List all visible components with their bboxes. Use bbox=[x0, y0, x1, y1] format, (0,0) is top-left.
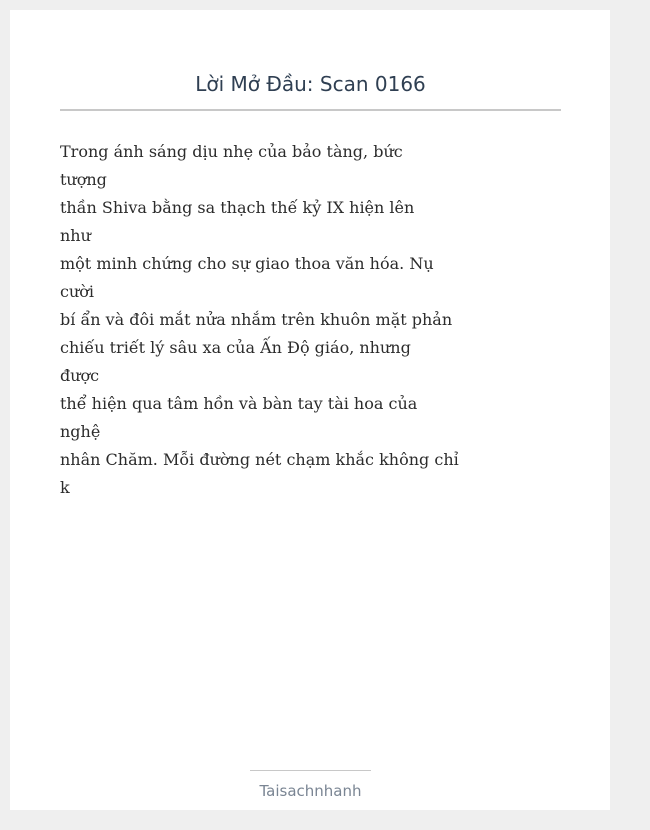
text-line: tượng bbox=[60, 170, 107, 189]
footer-divider bbox=[250, 770, 371, 771]
document-page bbox=[10, 10, 610, 810]
text-line: như bbox=[60, 226, 91, 245]
text-line: nhân Chăm. Mỗi đường nét chạm khắc không chỉ bbox=[60, 450, 459, 469]
text-line: k bbox=[60, 478, 70, 497]
text-line: cười bbox=[60, 282, 95, 301]
text-line: thể hiện qua tâm hồn và bàn tay tài hoa của bbox=[60, 394, 418, 413]
text-line: nghệ bbox=[60, 422, 101, 441]
body-text bbox=[60, 138, 459, 502]
text-line: một minh chứng cho sự giao thoa văn hóa. Nụ bbox=[60, 254, 434, 273]
title-divider bbox=[60, 109, 561, 111]
text-line: Trong ánh sáng dịu nhẹ của bảo tàng, bức bbox=[60, 142, 403, 161]
page-title: Lời Mở Đầu: Scan 0166 bbox=[195, 72, 426, 96]
text-line: chiếu triết lý sâu xa của Ấn Độ giáo, nhưng bbox=[60, 338, 411, 357]
text-line: bí ẩn và đôi mắt nửa nhắm trên khuôn mặt phản bbox=[60, 310, 453, 329]
text-line: được bbox=[60, 366, 100, 385]
text-line: thần Shiva bằng sa thạch thế kỷ IX hiện lên bbox=[60, 198, 415, 217]
page-footer: Taisachnhanh bbox=[259, 782, 362, 800]
